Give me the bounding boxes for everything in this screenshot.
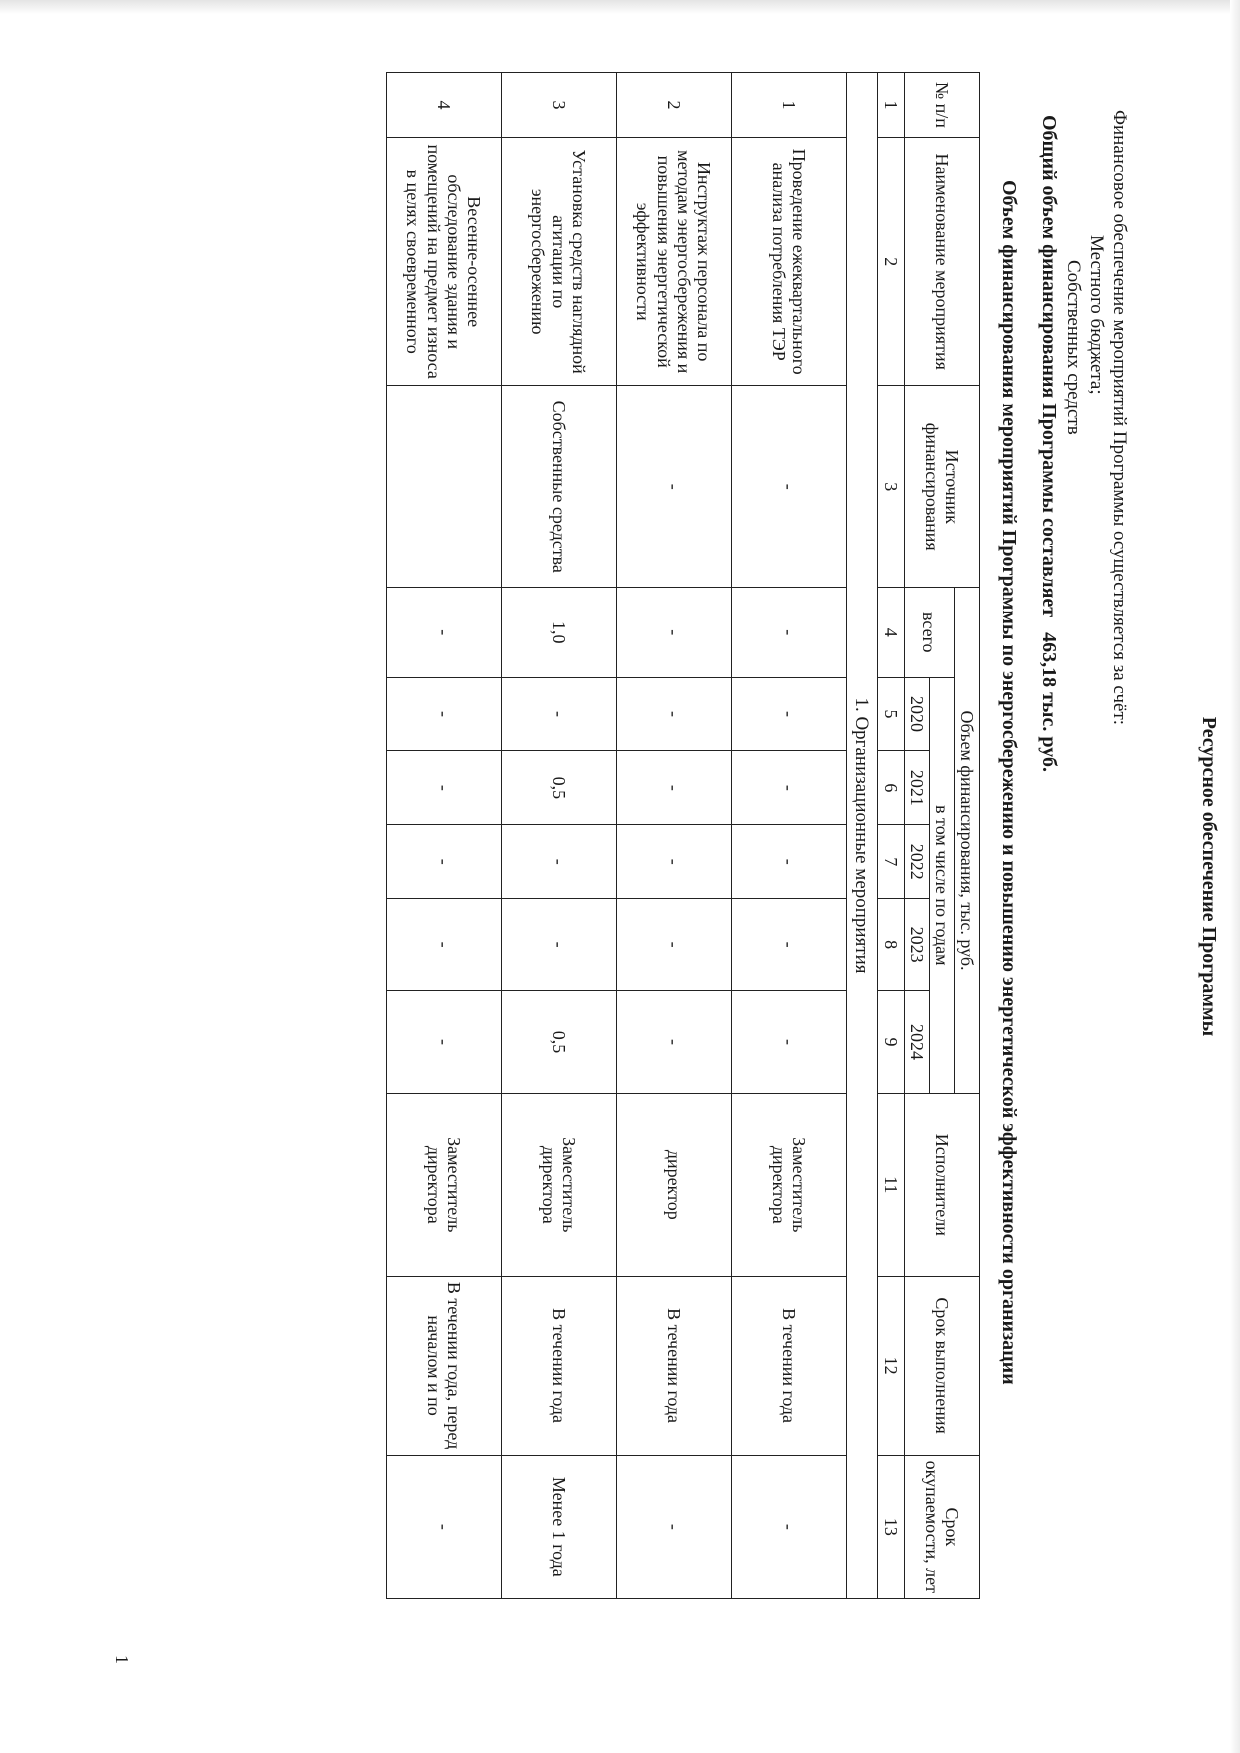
header-name: Наименование мероприятия — [904, 137, 979, 386]
row-year-value: - — [501, 677, 616, 751]
header-payback: Срок окупаемости, лет — [904, 1455, 979, 1598]
financing-intro: Финансовое обеспечение мероприятий Программы осуществляется за счёт: — [1109, 110, 1130, 726]
row-total: 1,0 — [501, 587, 616, 677]
column-number: 5 — [877, 677, 904, 751]
header-year: 2021 — [904, 751, 929, 825]
column-number: 9 — [877, 991, 904, 1094]
row-source: - — [731, 386, 846, 588]
row-term: В течении года — [616, 1276, 731, 1455]
row-num: 2 — [616, 73, 731, 138]
row-source: Собственные средства — [501, 386, 616, 588]
row-year-value: - — [616, 825, 731, 899]
header-year: 2024 — [904, 991, 929, 1094]
page-number: 1 — [112, 1655, 132, 1664]
total-financing-value: 463,18 тыс. руб. — [1038, 632, 1060, 773]
row-year-value: - — [616, 899, 731, 991]
row-year-value: - — [731, 899, 846, 991]
row-year-value: - — [501, 825, 616, 899]
row-total: - — [386, 587, 501, 677]
header-term: Срок выполнения — [904, 1276, 979, 1455]
column-number: 4 — [877, 587, 904, 677]
row-year-value: - — [386, 899, 501, 991]
row-payback: - — [731, 1455, 846, 1598]
row-total: - — [731, 587, 846, 677]
table-row — [501, 73, 616, 1599]
column-number: 11 — [877, 1094, 904, 1276]
row-payback: - — [386, 1455, 501, 1598]
column-number: 8 — [877, 899, 904, 991]
row-year-value: - — [386, 825, 501, 899]
row-num: 4 — [386, 73, 501, 138]
table-row — [616, 73, 731, 1599]
row-name: Инструктаж персонала по методам энергосбережения и повышения энергетической эффективности — [616, 137, 731, 386]
row-term: В течении года — [731, 1276, 846, 1455]
header-year: 2020 — [904, 677, 929, 751]
row-num: 1 — [731, 73, 846, 138]
row-year-value: 0,5 — [501, 991, 616, 1094]
table-title: Объем финансирования мероприятий Программы по энергосбережению и повышению энергетической эффективности организации — [998, 180, 1020, 1385]
total-financing-label: Общий объем финансирования Программы составляет — [1038, 115, 1060, 618]
table-row — [386, 73, 501, 1599]
column-number: 1 — [877, 73, 904, 138]
total-financing — [1037, 115, 1060, 772]
row-year-value: - — [616, 991, 731, 1094]
row-source: - — [616, 386, 731, 588]
row-executor: Заместитель директора — [386, 1094, 501, 1276]
row-name: Весенне-осеннее обследование здания и помещений на предмет износа в целях своевременного — [386, 137, 501, 386]
section-row — [846, 73, 877, 1599]
header-by-years: в том числе по годам — [929, 677, 954, 1094]
header-total: всего — [904, 587, 954, 677]
header-num: № п/п — [904, 73, 979, 138]
column-number: 13 — [877, 1455, 904, 1598]
row-term: В течении года, перед началом и по — [386, 1276, 501, 1455]
row-payback: - — [616, 1455, 731, 1598]
row-name: Проведение ежеквартального анализа потребления ТЭР — [731, 137, 846, 386]
row-executor: директор — [616, 1094, 731, 1276]
column-number: 6 — [877, 751, 904, 825]
row-source — [386, 386, 501, 588]
row-total: - — [616, 587, 731, 677]
row-year-value: - — [731, 825, 846, 899]
row-payback: Менее 1 года — [501, 1455, 616, 1598]
header-executors: Исполнители — [904, 1094, 979, 1276]
header-source: Источник финансирования — [904, 386, 979, 588]
column-number: 7 — [877, 825, 904, 899]
row-year-value: - — [386, 991, 501, 1094]
financing-table — [386, 72, 980, 1599]
row-name: Установка средств наглядной агитации по энергосбережению — [501, 137, 616, 386]
column-number-row — [877, 73, 904, 1599]
row-year-value: - — [386, 677, 501, 751]
header-volume: Объем финансирования, тыс. руб. — [954, 587, 979, 1093]
financing-source-local: Местного бюджета; — [1086, 235, 1107, 395]
header-year: 2022 — [904, 825, 929, 899]
row-year-value: - — [731, 751, 846, 825]
row-year-value: - — [731, 677, 846, 751]
column-number: 3 — [877, 386, 904, 588]
financing-source-own: Собственных средств — [1063, 260, 1084, 435]
row-year-value: - — [616, 677, 731, 751]
row-executor: Заместитель директора — [731, 1094, 846, 1276]
column-number: 12 — [877, 1276, 904, 1455]
column-number: 2 — [877, 137, 904, 386]
row-year-value: - — [731, 991, 846, 1094]
header-year: 2023 — [904, 899, 929, 991]
row-executor: Заместитель директора — [501, 1094, 616, 1276]
row-year-value: - — [501, 899, 616, 991]
row-term: В течении года — [501, 1276, 616, 1455]
header-row — [954, 73, 979, 1599]
section-title: 1. Организационные мероприятия — [846, 73, 877, 1599]
row-year-value: - — [386, 751, 501, 825]
table-row — [731, 73, 846, 1599]
row-year-value: - — [616, 751, 731, 825]
page-title: Ресурсное обеспечение Программы — [1198, 716, 1220, 1037]
row-num: 3 — [501, 73, 616, 138]
row-year-value: 0,5 — [501, 751, 616, 825]
